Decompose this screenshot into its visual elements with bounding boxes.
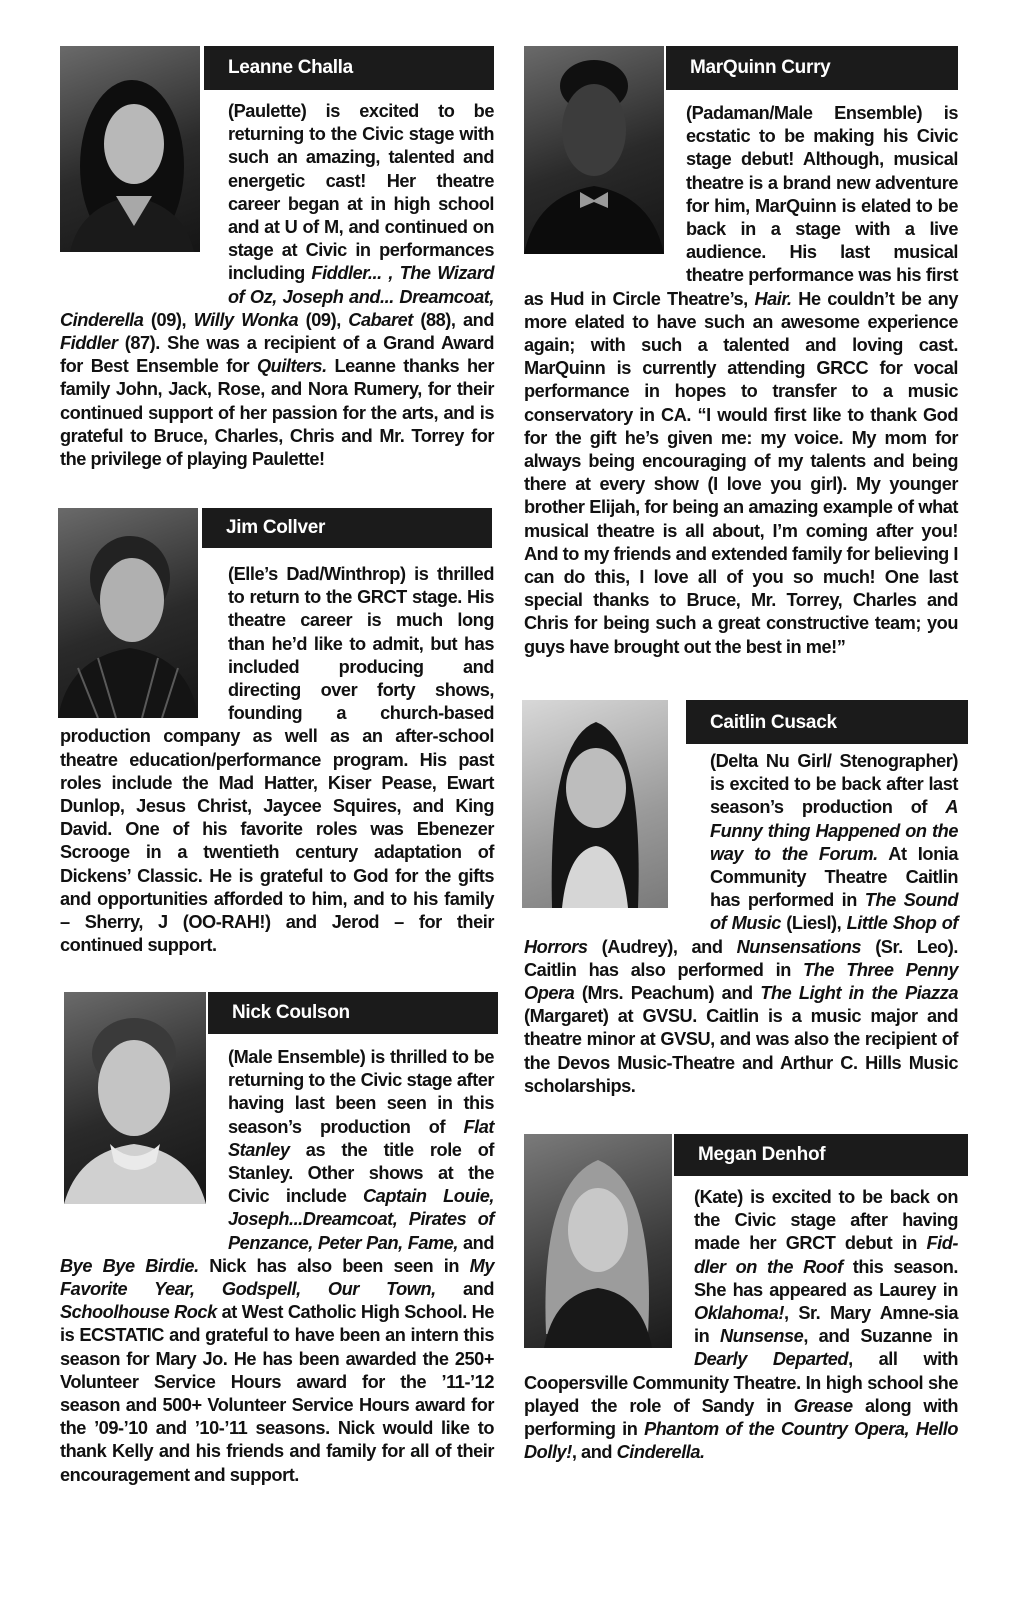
bio-text bbox=[60, 1046, 494, 1487]
bio-sentence: (Delta Nu Girl/ Stenographer) is excited to be back after last season’s production of bbox=[710, 751, 958, 818]
bio-sentence: At Ionia Community Theatre Caitlin has performed in bbox=[710, 843, 958, 911]
title-italic: Bye Bye Birdie. bbox=[60, 1255, 199, 1276]
title-italic: A Funny thing Happened on the way to the Forum. bbox=[710, 797, 958, 864]
name-heading: Jim Collver bbox=[202, 508, 492, 548]
bio-sentence: (Audrey), and bbox=[587, 936, 737, 957]
title-italic: Oklahoma! bbox=[694, 1303, 784, 1324]
bio-sentence: and bbox=[435, 1279, 494, 1300]
title-italic: Cinderella. bbox=[616, 1442, 705, 1463]
bio-sentence: and bbox=[458, 1232, 494, 1253]
title-italic: Quilters. bbox=[256, 356, 327, 377]
bio-sentence: (Kate) is excited to be back on the Civic stage after having made her GRCT debut in bbox=[694, 1187, 958, 1254]
bio-sentence: Nick has also been seen in bbox=[198, 1255, 470, 1276]
bio-sentence: (Margaret) at GVSU. Caitlin is a music major and theatre minor at GVSU, and was also the recipient of the Devos Music-Theatre and Arthur C. Hills Music scholarships. bbox=[524, 1006, 958, 1096]
bio-text bbox=[524, 750, 958, 1098]
title-italic: My Favorite Year, Godspell, Our Town, bbox=[60, 1255, 494, 1300]
title-italic: The Light in the Piazza bbox=[760, 983, 958, 1004]
title-italic: Phantom of the Country Opera, Hello Dolly! bbox=[524, 1419, 958, 1463]
name-heading: Caitlin Cusack bbox=[686, 700, 968, 744]
title-italic: Grease bbox=[793, 1395, 853, 1416]
bio-sentence: (87). She was a recipient of a Grand Award for Best Ensemble for bbox=[60, 333, 494, 377]
bio-text bbox=[60, 100, 494, 471]
name-heading: MarQuinn Curry bbox=[666, 46, 958, 90]
bio-sentence: (Paulette) is excited to be returning to the Civic stage with such an amazing, talented and energetic cast! Her theatre career began at in high school and at U of M, and continued on stage at Civic in performances including bbox=[228, 101, 494, 284]
bio-sentence: this season. She has appeared as Laurey in bbox=[694, 1256, 959, 1300]
title-italic: Fiddler... , The Wizard of Oz, Joseph and... Dreamcoat, Cinderella bbox=[60, 263, 494, 330]
bio-sentence: at West Catholic High School. He is ECSTATIC and grateful to have been an intern this season for Mary Jo. He has been awarded the 250+ Volunteer Service Hours award for the ’11-’12 season and 500+ Volunteer Service Hours award for the ’09-’10 and ’10-’11 seasons. Nick would like to thank Kelly and his friends and family for all of their encouragement and support. bbox=[60, 1302, 494, 1485]
title-italic: Cabaret bbox=[348, 309, 413, 330]
bio-sentence: , Sr. Mary Amne-sia in bbox=[694, 1303, 958, 1347]
bio-text bbox=[60, 563, 494, 957]
bio-sentence: (Sr. Leo). Caitlin has also performed in bbox=[524, 936, 958, 980]
title-italic: Hair. bbox=[754, 288, 792, 309]
bio-sentence: Leanne thanks her family John, Jack, Rose, and Nora Rumery, for their continued support of her passion for the arts, and is grateful to Bruce, Charles, Chris and Mr. Torrey for the privilege of playing Paulette! bbox=[60, 356, 494, 470]
title-italic: Fid-dler on the Roof bbox=[694, 1233, 958, 1277]
bio-sentence: (Elle’s Dad/Winthrop) is thrilled to return to the GRCT stage. His theatre career is much long than he’d like to admit, but has included producing and directing over forty shows, founding a church-based production company as well as an after-school theatre education/performance program. His past roles include the Mad Hatter, Kiser Pease, Ewart Dunlop, Jesus Christ, Jaycee Squires, and King David. One of his favorite roles was Ebenezer Scrooge in a twentieth century adaptation of Dickens’ Classic. He is grateful to God for the gifts and opportunities afforded to him, and to his family – Sherry, J (OO-RAH!) and Jerod – for their continued support. bbox=[60, 564, 494, 956]
title-italic: Flat Stanley bbox=[228, 1116, 494, 1160]
title-italic: Nunsense bbox=[720, 1326, 804, 1347]
bio-sentence: (Padaman/Male Ensemble) is ecstatic to be making his Civic stage debut! Although, musical theatre is a brand new adventure for him, MarQuinn is elated to be back in a stage with a live audience. His last musical theatre performance was his first as Hud in Circle Theatre’s, bbox=[524, 103, 958, 309]
title-italic: Captain Louie, Joseph...Dreamcoat, Pirates of Penzance, Peter Pan, Fame, bbox=[228, 1186, 494, 1253]
title-italic: Fiddler bbox=[60, 333, 118, 354]
name-heading: Megan Denhof bbox=[674, 1134, 968, 1176]
bio-sentence: , and bbox=[571, 1442, 617, 1463]
bio-sentence: (Liesl), bbox=[780, 913, 847, 934]
title-italic: Dearly Departed bbox=[694, 1349, 849, 1370]
title-italic: Nunsensations bbox=[736, 936, 862, 957]
bio-text bbox=[524, 102, 958, 659]
title-italic: Schoolhouse Rock bbox=[60, 1302, 217, 1323]
bio-sentence: as the title role of Stanley. Other shows at the Civic include bbox=[228, 1139, 494, 1207]
title-italic: Willy Wonka bbox=[193, 309, 299, 330]
bio-sentence: (Mrs. Peachum) and bbox=[574, 983, 761, 1004]
bio-sentence: He couldn’t be any more elated to have such an awesome experience again; with such a talented and loving cast. MarQuinn is currently attending GRCC for vocal performance in hopes to transfer to a music conservatory in CA. “I would first like to thank God for the gift he’s given me: my voice. My mom for always being encouraging of my talents and being there at every show (I love you girl). My younger brother Elijah, for being an amazing example of what musical theatre is all about, I’m coming after you! And to my friends and extended family for believing I can do this, I love all of you so much! One last special thanks to Bruce, Mr. Torrey, Charles and Chris for being such a great constructive team; you guys have brought out the best in me!” bbox=[524, 288, 958, 657]
bio-sentence: (88), and bbox=[412, 309, 494, 330]
bio-sentence: along with performing in bbox=[524, 1395, 958, 1440]
name-heading: Leanne Challa bbox=[204, 46, 494, 90]
bio-text bbox=[524, 1186, 958, 1464]
bio-sentence: , and Suzanne in bbox=[803, 1326, 958, 1347]
name-heading: Nick Coulson bbox=[208, 992, 498, 1034]
title-italic: The Sound of Music bbox=[710, 890, 958, 934]
bio-sentence: (Male Ensemble) is thrilled to be returning to the Civic stage after having last been seen in this season’s production of bbox=[228, 1047, 494, 1137]
title-italic: Little Shop of Horrors bbox=[524, 913, 958, 957]
title-italic: The Three Penny Opera bbox=[524, 959, 958, 1004]
bio-sentence: , all with Coopersville Community Theatre. In high school she played the role of Sandy in bbox=[524, 1349, 959, 1416]
bio-sentence: (09), bbox=[143, 309, 194, 330]
bio-sentence: (09), bbox=[298, 309, 349, 330]
